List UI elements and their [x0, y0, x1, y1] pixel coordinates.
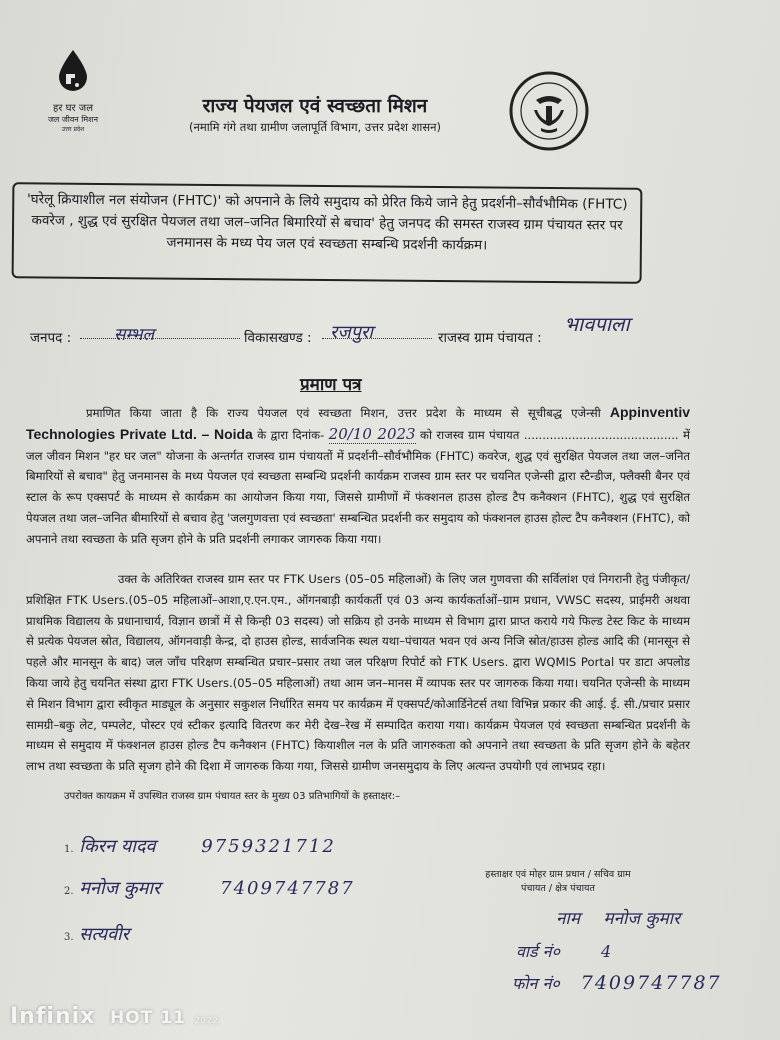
mission-subtitle: (नमामि गंगे तथा ग्रामीण जलापूर्ति विभाग, उत्तर प्रदेश शासन) [188, 120, 442, 134]
program-banner: 'घरेलू क्रियाशील नल संयोजन (FHTC)' को अपनाने के लिये समुदाय को प्रेरित किये जाने हेतु प्रदर्शनी–सौर्वभौमिक (FHTC) कवरेज , शुद्ध एवं सुरक्षित पेयजल तथा जल–जनित बिमारियों से बचाव' हेतु जनपद की समस्त राजस्व ग्राम पंचायत स्तर पर जनमानस के मध्य पेय जल एवं स्वच्छता सम्बन्धि प्रदर्शनी कार्यक्रम। [12, 182, 643, 283]
logo-line-2: जल जीवन मिशन [47, 115, 99, 124]
paragraph-1-rest: को राजस्व ग्राम पंचायत .......................................... में जल जीवन मिशन "हर घर जल" योजना के अन्तर्गत राजस्व ग्राम पंचायतों में प्रदर्शनी–सौर्वभौमिक (FHTC) कवरेज, शुद्ध एवं सुरक्षित पेयजल तथा जल–जनित बिमारियों से बचाव" हेतु जनमानस के मध्य पेयजल एवं स्वच्छता सम्बन्धि प्रदर्शनी कार्यक्रम राजस्व ग्राम स्तर पर चयनित एजेन्सी द्वारा स्टैन्डीज, फ्लैक्सी बैनर एवं स्टाल के रूप एक्सपर्ट के माध्यम से कार्यक्रम का आयोजन किया गया, जिससे ग्रामीणों में फंक्शनल हाउस होल्ड टैप कनैक्शन (FHTC), शुद्ध एवं सुरक्षित पेयजल तथा जल–जनित बीमारियों से बचाव हेतु 'जलगुणवत्ता एवं स्वच्छता' सम्बन्धित प्रदर्शनी कर समुदाय को फंक्शनल हाउस होल्ट टैप कनैक्शन (FHTC), को अपनाने तथा स्वच्छता के प्रति सृजग होने के प्रति प्रदर्शनी लगाकर जागरुक किया गया। [26, 427, 690, 546]
participants-heading: उपरोक्त कायक्रम में उपस्थित राजस्व ग्राम पंचायत स्तर के मुख्य 03 प्रतिभागियों के हस्ताक्षर:– [64, 791, 401, 802]
agency-name: Appinventiv Technologies Private Ltd. – Noida [26, 404, 691, 442]
camera-watermark: Infinix HOT 11 2022 [10, 1004, 219, 1029]
pradhan-stamp-caption: हस्ताक्षर एवं मोहर ग्राम प्रधान / सचिव ग्राम पंचायत / क्षेत्र पंचायत [485, 869, 631, 894]
paragraph-1 [26, 402, 690, 550]
pradhan-name-line: नाम मनोज कुमार [556, 909, 681, 929]
district-label: जनपद : [30, 330, 72, 346]
certificate-title: प्रमाण पत्र [300, 375, 362, 395]
water-drop-icon [56, 48, 90, 92]
date-label: के द्वारा दिनांक- [257, 427, 325, 442]
paragraph-1-start: प्रमाणित किया जाता है कि राज्य पेयजल एवं स्वच्छता मिशन, उत्तर प्रदेश के माध्यम से सूचीबद्ध एजेन्सी [86, 406, 601, 420]
district-underline [80, 338, 240, 339]
har-ghar-jal-logo [28, 48, 118, 133]
district-value: सम्भल [114, 325, 155, 345]
panchayat-value: भावपाला [564, 312, 630, 336]
paragraph-2-text: उक्त के अतिरिक्त राजस्व ग्राम स्तर पर FTK Users (05–05 महिलाओं) के लिए जल गुणवत्ता की सर्विलांश एवं निगरानी हेतु पंजीकृत/प्रशिक्षित FTK Users.(05–05 महिलाओं–आशा,ए.एन.एम., ऑगनबाड़ी कार्यकर्ती एवं 03 अन्य कार्यकर्ताओं–ग्राम प्रधान, VWSC सदस्य, प्राईमरी अथवा प्राथमिक विद्यालय के प्रधानाचार्य, विज्ञान छात्रों में से किन्ही 03 सदस्य) जो सक्रिय हो उनके माध्यम से विभाग द्वारा प्राप्त कराये गये फिल्ड टेस्ट किट के माध्यम से प्रत्येक पेयजल स्रोत, विद्यालय, ऑगनवाड़ी केन्द्र, दो हाउस होल्ड, सार्वजनिक स्थल यथा–पंचायत भवन एवं अन्य निजि स्रोत/हाउस होल्ड आदि की (मानसून से पहले और मानसून के बाद) जल जाँच परिक्षण सम्बन्धित प्रचार–प्रसार तथा जल परिक्षण रिपोर्ट को FTK Users. द्वारा WQMIS Portal पर डाटा अपलोड किया जाये हेतु चयनित संस्था द्वारा FTK Users.(05–05 महिलाओं) तथा आम जन–मानस में व्यापक स्तर पर जागरुक किया गया। चयनित एजेन्सी के माध्यम से मिशन विभाग द्वारा स्वीकृत माड्यूल के अनुसार सकुशल निर्धारित समय पर कार्यक्रम में एक्सपर्ट/कोआर्डिनेटर्स तथा विभिन्न प्रकार की आई. ई. सी./प्रचार प्रसार सामग्री–बकु लेट, पम्पलेट, पोस्टर एवं स्टीकर इत्यादि वितरण कर मेरी देख–रेख में सम्पादित कराया गया। कार्यक्रम पेयजल एवं स्वच्छता सम्बन्धित प्रदर्शनी के माध्यम से समुदाय में फंक्शनल हाउस होल्ड टैप कनैक्शन (FHTC) कियाशील नल के प्रति जागरुकता को अपनाने तथा स्वच्छता के प्रति सृजग होने के बहेतर लाभ तथा स्वच्छता के प्रति सृजग होने की दिशा में जागरुक किया गया, जिससे ग्रामीण जनसमुदाय के लिए अत्यन्त उपयोगी एवं लाभप्रद रहा। [26, 572, 690, 774]
program-date: 20/10 2023 [328, 424, 416, 443]
block-label: विकासखण्ड : [244, 330, 312, 346]
participant-signature-3: 3. सत्यवीर [64, 924, 130, 945]
paragraph-2 [26, 569, 690, 777]
logo-line-3: उत्तर प्रदेश [61, 126, 85, 133]
mission-title: राज्य पेयजल एवं स्वच्छता मिशन [202, 95, 428, 117]
block-value: रजपुरा [330, 322, 373, 343]
pradhan-phone-line: फोन नं० 7409747787 [512, 972, 722, 994]
pradhan-ward-line: वार्ड नं० 4 [516, 942, 612, 961]
logo-line-1: हर घर जल [53, 103, 93, 114]
up-government-emblem-icon [508, 70, 590, 152]
panchayat-label: राजस्व ग्राम पंचायत : [438, 330, 542, 346]
participant-signature-2: 2. मनोज कुमार 7409747787 [64, 878, 355, 899]
participant-signature-1: 1. किरन यादव 9759321712 [64, 836, 336, 857]
